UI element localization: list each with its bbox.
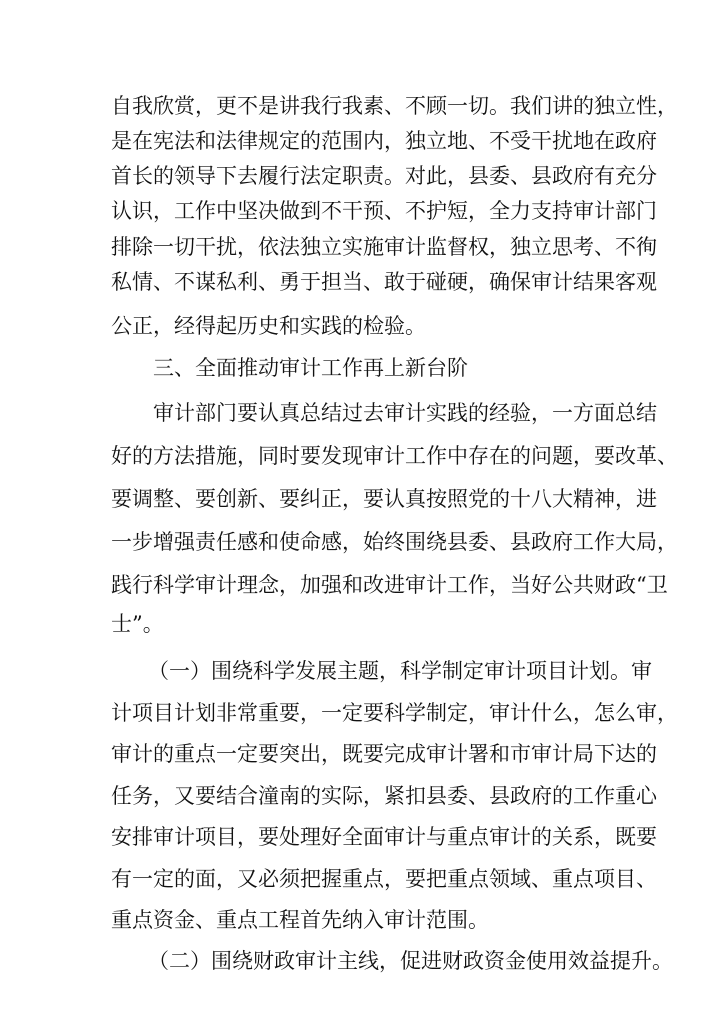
body-text-line: 排除一切干扰，依法独立实施审计监督权，独立思考、不徇 [111,235,657,259]
body-text-line: 践行科学审计理念，加强和改进审计工作，当好公共财政“卫 [111,573,668,597]
body-text-line: 要调整、要创新、要纠正，要认真按照党的十八大精神，进 [111,487,657,511]
body-text-line: 计项目计划非常重要，一定要科学制定，审计什么，怎么审， [111,701,678,725]
body-text-line: 有一定的面，又必须把握重点，要把重点领域、重点项目、 [111,867,657,891]
body-text-line: 认识，工作中坚决做到不干预、不护短，全力支持审计部门 [111,199,657,223]
body-text-line: 公正，经得起历史和实践的检验。 [111,314,426,338]
body-text-line: 审计的重点一定要突出，既要完成审计署和市审计局下达的 [111,742,657,766]
section-heading: 三、全面推动审计工作再上新台阶 [153,356,468,380]
body-text-line: 安排审计项目，要处理好全面审计与重点审计的关系，既要 [111,825,657,849]
body-text-line: 首长的领导下去履行法定职责。对此，县委、县政府有充分 [111,164,657,188]
body-text-line: 一步增强责任感和使命感，始终围绕县委、县政府工作大局， [111,530,678,554]
paragraph-first-line: 审计部门要认真总结过去审计实践的经验，一方面总结 [153,401,657,425]
body-text-line: 是在宪法和法律规定的范围内，独立地、不受干扰地在政府 [111,129,657,153]
subsection-heading-1: （一）围绕科学发展主题，科学制定审计项目计划。审 [148,659,652,683]
body-text-line: 任务，又要结合潼南的实际，紧扣县委、县政府的工作重心 [111,784,657,808]
body-text-line: 自我欣赏，更不是讲我行我素、不顾一切。我们讲的独立性， [111,94,678,118]
subsection-heading-2: （二）围绕财政审计主线，促进财政资金使用效益提升。 [148,949,673,973]
body-text-line: 重点资金、重点工程首先纳入审计范围。 [111,908,489,932]
body-text-line: 好的方法措施，同时要发现审计工作中存在的问题，要改革、 [111,444,678,468]
body-text-line: 士”。 [111,612,164,636]
body-text-line: 私情、不谋私利、勇于担当、敢于碰硬，确保审计结果客观 [111,270,657,294]
